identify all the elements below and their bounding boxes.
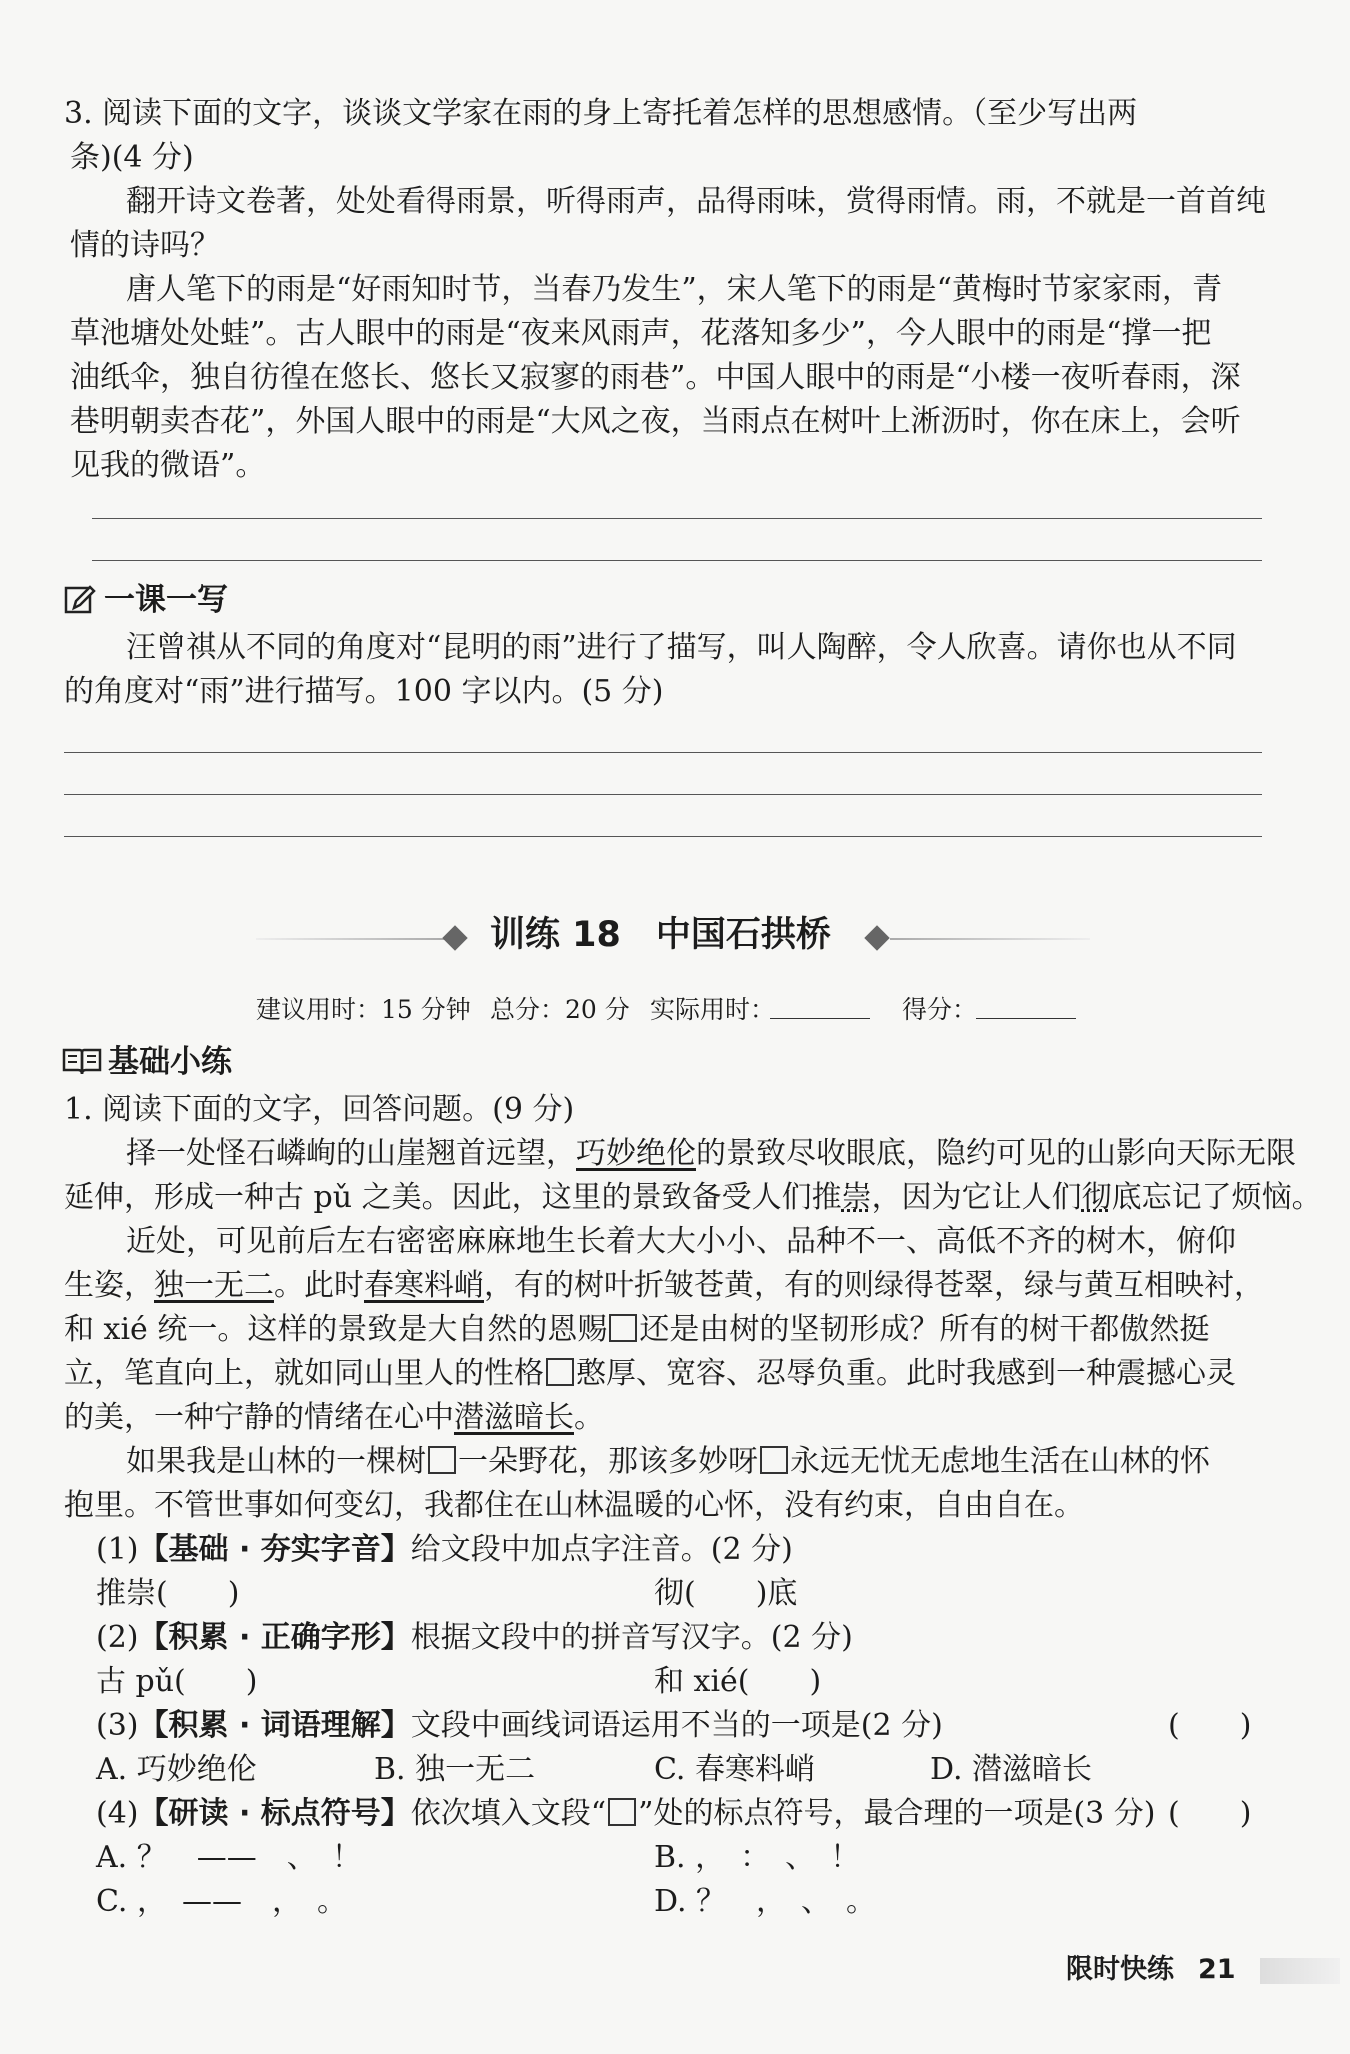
writing-text-line1: 汪曾祺从不同的角度对“昆明的雨”进行了描写，叫人陶醉，令人欣喜。请你也从不同 [126,630,1237,665]
passage-line6: 立，笔直向上，就如同山里人的性格 憨厚、宽容、忍辱负重。此时我感到一种震撼心灵 [64,1356,1236,1391]
q1-stem: 1. 阅读下面的文字，回答问题。(9 分) [64,1092,575,1127]
score-blank[interactable] [976,1018,1076,1019]
dotted-char: 崇 [841,1180,872,1215]
passage-line8: 如果我是山林的一棵树 一朵野花，那该多妙呀 永远无忧无虑地生活在山林的怀 [126,1444,1210,1479]
sub4-option-b[interactable]: B. ， ： 、 ！ [654,1840,861,1875]
sub4-stem: (4)【研读 · 标点符号】依次填入文段“ ”处的标点符号，最合理的一项是(3 分) [96,1796,1156,1831]
sub3-answer-paren[interactable]: ( ) [1168,1708,1252,1743]
sub4-option-a[interactable]: A. ？ —— 、 ！ [96,1840,362,1875]
meta-total-score: 总分：20 分 [490,995,630,1024]
underlined-word: 巧妙绝伦 [576,1136,696,1171]
answer-line[interactable] [64,836,1262,837]
sub3-option-b[interactable]: B. 独一无二 [374,1752,536,1787]
sub2-answer-b[interactable]: 和 xié( ) [654,1664,822,1699]
passage-line9: 抱里。不管世事如何变幻，我都住在山林温暖的心怀，没有约束，自由自在。 [64,1488,1084,1523]
book-icon [62,1046,102,1076]
q3-para1-line1: 翻开诗文卷著，处处看得雨景，听得雨声，品得雨味，赏得雨情。雨，不就是一首首纯 [126,184,1266,219]
answer-line[interactable] [92,560,1262,561]
sub3-option-a[interactable]: A. 巧妙绝伦 [96,1752,257,1787]
diamond-icon [864,925,889,950]
q3-para2-line1: 唐人笔下的雨是“好雨知时节，当春乃发生”，宋人笔下的雨是“黄梅时节家家雨，青 [126,272,1223,307]
q3-para2-line4: 巷明朝卖杏花”，外国人眼中的雨是“大风之夜，当雨点在树叶上淅沥时，你在床上，会听 [70,404,1241,439]
pencil-icon [64,584,96,616]
training-title: 训练 18 中国石拱桥 [490,915,831,955]
q3-para1-line2: 情的诗吗？ [70,228,220,263]
sub1-answer-b[interactable]: 彻( )底 [654,1576,798,1611]
passage-line5: 和 xié 统一。这样的景致是大自然的恩赐 还是由树的坚韧形成？所有的树干都傲然挺 [64,1312,1210,1347]
basics-title: 基础小练 [108,1044,232,1080]
q3-para2-line3: 油纸伞，独自彷徨在悠长、悠长又寂寥的雨巷”。中国人眼中的雨是“小楼一夜听春雨，深 [70,360,1241,395]
dotted-char: 彻 [1081,1180,1112,1215]
punctuation-box[interactable] [609,1314,637,1342]
sub4-option-d[interactable]: D. ？ ， 、 。 [654,1884,877,1919]
q3-stem-line2: 条)(4 分) [70,140,194,175]
passage-line7: 的美，一种宁静的情绪在心中潜滋暗长。 [64,1400,604,1435]
underlined-word: 独一无二 [154,1268,274,1303]
sub3-stem: (3)【积累 · 词语理解】文段中画线词语运用不当的一项是(2 分) [96,1708,943,1743]
writing-text-line2: 的角度对“雨”进行描写。100 字以内。(5 分) [64,674,664,709]
passage-line3: 近处，可见前后左右密密麻麻地生长着大大小小、品种不一、高低不齐的树木，俯仰 [126,1224,1236,1259]
meta-suggested-time: 建议用时：15 分钟 [256,995,471,1024]
sub4-answer-paren[interactable]: ( ) [1168,1796,1252,1831]
sub4-option-c[interactable]: C. ， —— ， 。 [96,1884,347,1919]
writing-title: 一课一写 [104,582,228,618]
underlined-word: 潜滋暗长 [454,1400,574,1435]
answer-line[interactable] [92,518,1262,519]
sub2-stem: (2)【积累 · 正确字形】根据文段中的拼音写汉字。(2 分) [96,1620,853,1655]
meta-actual-time: 实际用时： [650,995,776,1024]
sub1-answer-a[interactable]: 推崇( ) [96,1576,240,1611]
meta-score: 得分： [902,995,978,1024]
passage-line2: 延伸，形成一种古 pǔ 之美。因此，这里的景致备受人们推崇，因为它让人们彻底忘记了烦恼。 [64,1180,1322,1215]
footer-tab [1260,1958,1340,1984]
q3-stem-line1: 3. 阅读下面的文字，谈谈文学家在雨的身上寄托着怎样的思想感情。（至少写出两 [64,96,1138,131]
punctuation-box[interactable] [546,1358,574,1386]
sub3-option-c[interactable]: C. 春寒料峭 [654,1752,815,1787]
sub2-answer-a[interactable]: 古 pǔ( ) [96,1664,258,1699]
footer-label: 限时快练 [1066,1954,1174,1985]
title-rule-right [890,938,1090,940]
answer-line[interactable] [64,752,1262,753]
diamond-icon [442,925,467,950]
actual-time-blank[interactable] [770,1018,870,1019]
title-rule-left [256,938,446,940]
punctuation-box-sample [608,1798,636,1826]
page-number: 21 [1198,1954,1236,1985]
q3-para2-line5: 见我的微语”。 [70,448,266,483]
q3-para2-line2: 草池塘处处蛙”。古人眼中的雨是“夜来风雨声，花落知多少”，今人眼中的雨是“撑一把 [70,316,1212,351]
passage-line4: 生姿，独一无二。此时春寒料峭，有的树叶折皱苍黄，有的则绿得苍翠，绿与黄互相映衬， [64,1268,1264,1303]
underlined-word: 春寒料峭 [364,1268,484,1303]
punctuation-box[interactable] [428,1446,456,1474]
sub1-stem: (1)【基础 · 夯实字音】给文段中加点字注音。(2 分) [96,1532,793,1567]
punctuation-box[interactable] [760,1446,788,1474]
answer-line[interactable] [64,794,1262,795]
passage-line1: 择一处怪石嶙峋的山崖翘首远望，巧妙绝伦的景致尽收眼底，隐约可见的山影向天际无限 [126,1136,1296,1171]
sub3-option-d[interactable]: D. 潜滋暗长 [930,1752,1093,1787]
